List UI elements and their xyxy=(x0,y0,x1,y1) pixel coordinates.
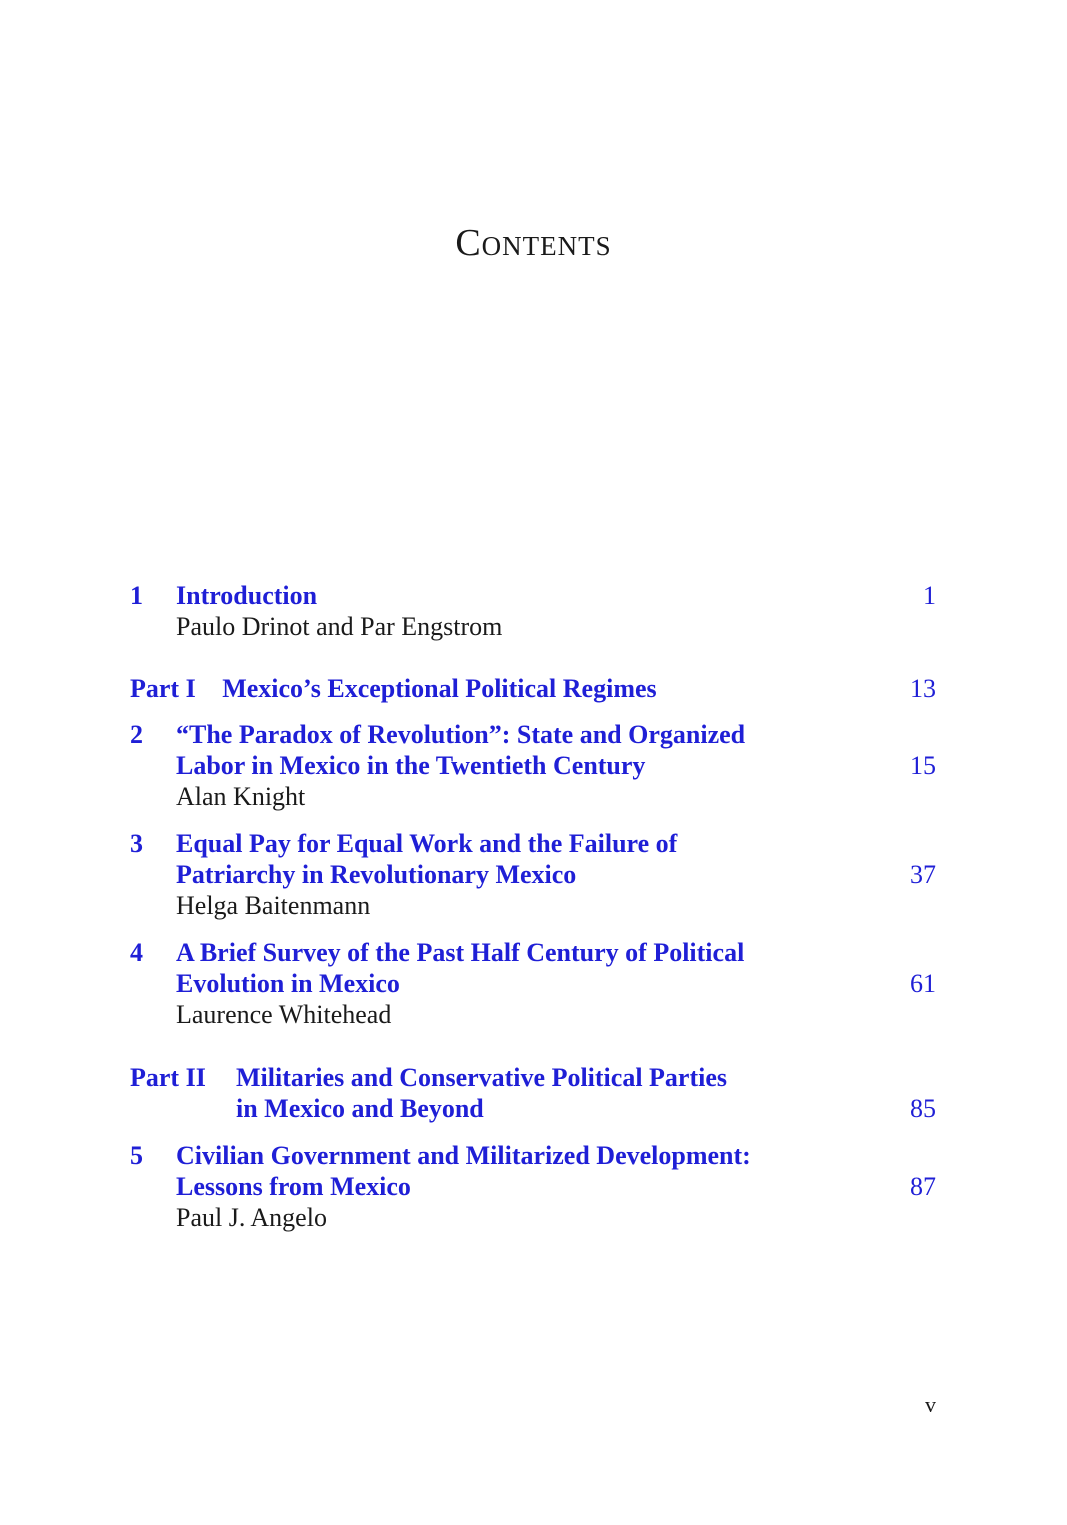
page-number-link[interactable]: 61 xyxy=(910,969,936,998)
toc-entry-chapter-4 xyxy=(130,937,936,1030)
page-number-link[interactable]: 13 xyxy=(910,674,936,703)
chapter-title-link[interactable]: Evolution in Mexico xyxy=(176,969,400,998)
page-number-link[interactable]: 87 xyxy=(910,1172,936,1201)
toc-entry-chapter-5 xyxy=(130,1140,936,1233)
chapter-number: 1 xyxy=(130,581,143,610)
chapter-title-link[interactable]: Labor in Mexico in the Twentieth Century xyxy=(176,751,646,780)
chapter-author: Helga Baitenmann xyxy=(176,891,371,920)
chapter-title-link[interactable]: Civilian Government and Militarized Development: xyxy=(176,1141,751,1170)
toc-entry-chapter-3 xyxy=(130,828,936,921)
page-title: Contents xyxy=(455,222,612,265)
chapter-author: Paulo Drinot and Par Engstrom xyxy=(176,612,503,641)
chapter-number: 3 xyxy=(130,829,143,858)
page-folio: v xyxy=(925,1392,936,1417)
chapter-title-link[interactable]: Introduction xyxy=(176,581,318,610)
chapter-title-link[interactable]: Patriarchy in Revolutionary Mexico xyxy=(176,860,577,889)
part-label: Part II xyxy=(130,1063,206,1092)
toc-entry-part-2 xyxy=(130,1062,936,1124)
part-title-link[interactable]: Militaries and Conservative Political Parties xyxy=(236,1063,728,1092)
part-label: Part I xyxy=(130,674,196,703)
chapter-title-link[interactable]: Equal Pay for Equal Work and the Failure of xyxy=(176,829,678,858)
page-number-link[interactable]: 37 xyxy=(910,860,936,889)
chapter-number: 5 xyxy=(130,1141,143,1170)
page-number-link[interactable]: 85 xyxy=(910,1094,936,1123)
chapter-author: Alan Knight xyxy=(176,782,306,811)
toc-entry-chapter-1 xyxy=(130,580,936,642)
toc-entry-part-1 xyxy=(130,673,936,704)
table-of-contents xyxy=(130,580,936,1232)
chapter-author: Paul J. Angelo xyxy=(176,1203,327,1232)
chapter-title-link[interactable]: A Brief Survey of the Past Half Century of Political xyxy=(176,938,745,967)
chapter-number: 2 xyxy=(130,720,143,749)
chapter-author: Laurence Whitehead xyxy=(176,1000,392,1029)
toc-entry-chapter-2 xyxy=(130,719,936,812)
page-number-link[interactable]: 1 xyxy=(923,581,936,610)
chapter-title-link[interactable]: “The Paradox of Revolution”: State and Organized xyxy=(176,720,746,749)
page-number-link[interactable]: 15 xyxy=(910,751,936,780)
chapter-title-link[interactable]: Lessons from Mexico xyxy=(176,1172,411,1201)
chapter-number: 4 xyxy=(130,938,143,967)
part-title-link[interactable]: in Mexico and Beyond xyxy=(236,1094,484,1123)
part-title-link[interactable]: Mexico’s Exceptional Political Regimes xyxy=(222,674,657,703)
